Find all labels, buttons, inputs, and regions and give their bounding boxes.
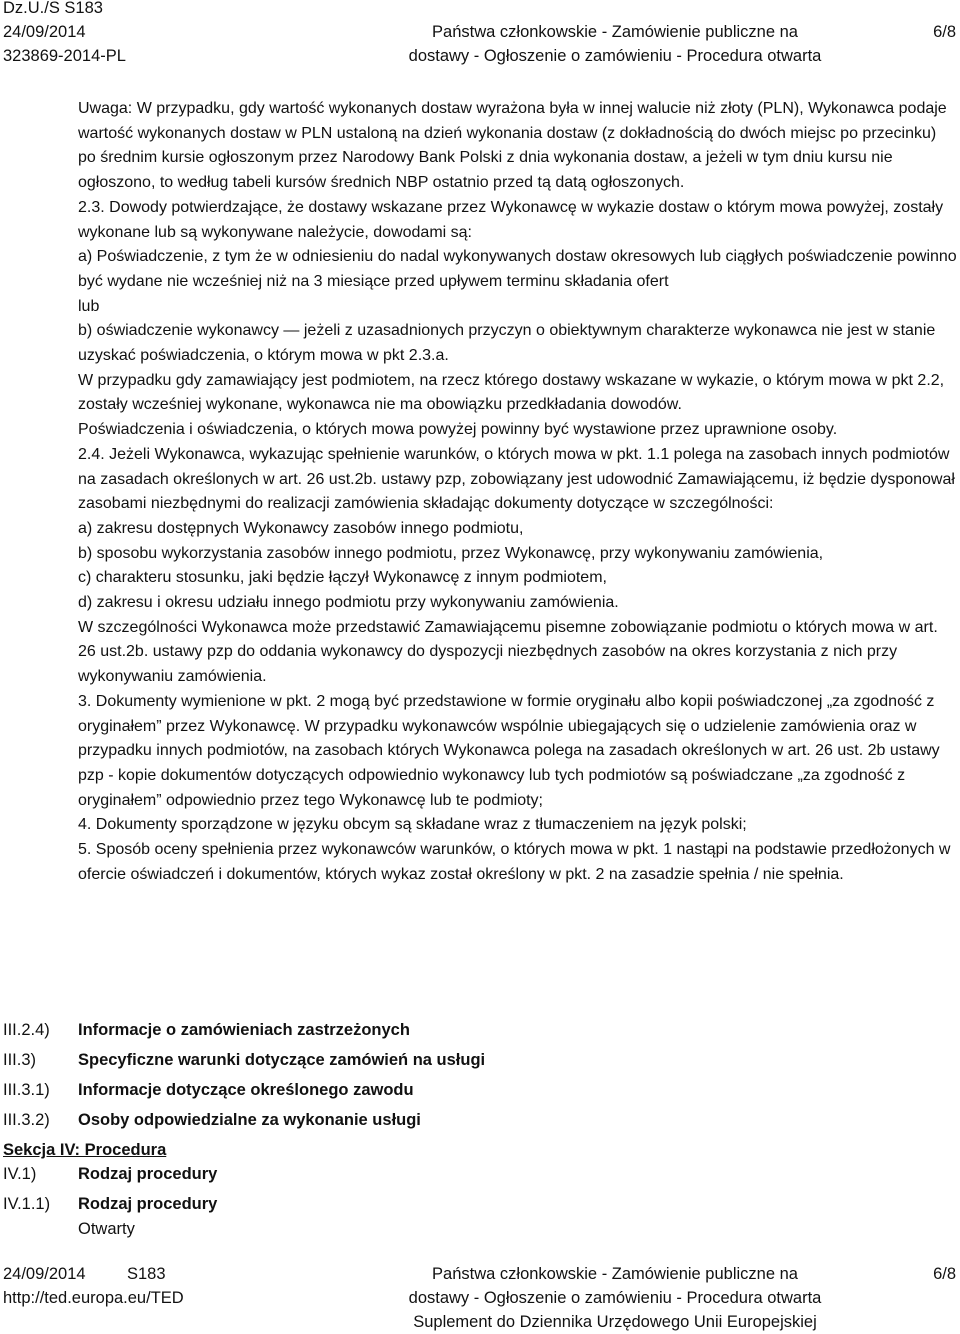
section-title: Rodzaj procedury <box>78 1195 218 1213</box>
paragraph: b) sposobu wykorzystania zasobów innego podmiotu, przez Wykonawcę, przy wykonywaniu zamówienia, <box>78 544 824 562</box>
paragraph: W przypadku gdy zamawiający jest podmiotem, na rzecz którego dostawy wskazane w wykazie, o którym mowa w pkt 2.2, zostały wcześniej wykonane, wykonawca nie ma obowiązku przedkładania dowodów. <box>78 371 945 414</box>
paragraph: d) zakresu i okresu udziału innego podmiotu przy wykonywaniu zamówienia. <box>78 594 619 612</box>
paragraph: Uwaga: W przypadku, gdy wartość wykonanych dostaw wyrażona była w innej walucie niż złoty (PLN), Wykonawca podaje wartość wykonanych dostaw w PLN ustaloną na dzień wykonania dostaw (z dokładnością do dwóch miejsc po przecinku) po średnim kursie ogłoszonym przez Narodowy Bank Polski z dnia wykonania dostaw, a jeżeli w tym dniu kursu nie ogłoszono, to według tabeli kursów średnich NBP ostatnio przed tą datą ogłoszonych. <box>78 100 947 192</box>
paragraph: 4. Dokumenty sporządzone w języku obcym są składane wraz z tłumaczeniem na język polski; <box>78 816 747 834</box>
procedure-type-value: Otwarty <box>78 1220 135 1238</box>
section-number: III.2.4) <box>3 1021 50 1039</box>
paragraph: b) oświadczenie wykonawcy — jeżeli z uzasadnionych przyczyn o obiektywnym charakterze wykonawca nie jest w stanie uzyskać poświadczenia, o którym mowa w pkt 2.3.a. <box>78 322 936 365</box>
footer-title-line1: Państwa członkowskie - Zamówienie publiczne na <box>432 1265 798 1283</box>
section-title: Informacje o zamówieniach zastrzeżonych <box>78 1021 410 1039</box>
paragraph: Poświadczenia i oświadczenia, o których mowa powyżej powinny być wystawione przez uprawnione osoby. <box>78 421 838 439</box>
footer-title-line2: dostawy - Ogłoszenie o zamówieniu - Procedura otwarta <box>408 1289 822 1307</box>
paragraph: a) Poświadczenie, z tym że w odniesieniu do nadal wykonywanych dostaw okresowych lub ciągłych poświadczenie powinno być wydane nie wcześniej niż na 3 miesiące przed upływem terminu składania ofert <box>78 248 957 290</box>
header-date: 24/09/2014 <box>3 23 86 41</box>
footer-url[interactable]: http://ted.europa.eu/TED <box>3 1289 184 1307</box>
section-title: Informacje dotyczące określonego zawodu <box>78 1081 414 1099</box>
header-page-number: 6/8 <box>933 23 956 41</box>
page-footer <box>0 1262 960 1334</box>
section-number: IV.1) <box>3 1165 37 1183</box>
footer-series: S183 <box>127 1265 166 1283</box>
section-iv-heading: Sekcja IV: Procedura <box>3 1141 167 1159</box>
paragraph: lub <box>78 297 100 315</box>
page-header <box>0 0 960 70</box>
paragraph: 2.3. Dowody potwierdzające, że dostawy wskazane przez Wykonawcę w wykazie dostaw o którym mowa powyżej, zostały wykonane lub są wykonywane należycie, dowodami są: <box>78 198 944 241</box>
section-number: III.3.2) <box>3 1111 50 1129</box>
section-title: Osoby odpowiedzialne za wykonanie usługi <box>78 1111 421 1129</box>
section-number: IV.1.1) <box>3 1195 51 1213</box>
paragraph: 5. Sposób oceny spełnienia przez wykonawców warunków, o których mowa w pkt. 1 nastąpi na podstawie przedłożonych w ofercie oświadczeń i dokumentów, których wykaz został określony w pkt. 2 na zasadzie spełnia / nie spełnia. <box>78 841 951 883</box>
section-title: Rodzaj procedury <box>78 1165 218 1183</box>
notice-id: 323869-2014-PL <box>3 47 126 65</box>
section-body <box>78 97 958 888</box>
footer-supplement: Suplement do Dziennika Urzędowego Unii Europejskiej <box>413 1313 817 1331</box>
footer-page-number: 6/8 <box>933 1265 956 1283</box>
section-title: Specyficzne warunki dotyczące zamówień na usługi <box>78 1051 486 1069</box>
doc-reference: Dz.U./S S183 <box>3 0 103 17</box>
header-title-line2: dostawy - Ogłoszenie o zamówieniu - Procedura otwarta <box>408 47 822 65</box>
header-title-line1: Państwa członkowskie - Zamówienie publiczne na <box>432 23 798 41</box>
paragraph: 2.4. Jeżeli Wykonawca, wykazując spełnienie warunków, o których mowa w pkt. 1.1 polega na zasobach innych podmiotów na zasadach określonych w art. 26 ust.2b. ustawy pzp, zobowiązany jest udowodnić Zamawiającemu, iż będzie dysponował zasobami niezbędnymi do realizacji zamówienia składając dokumenty dotyczące w szczególności: <box>78 445 955 513</box>
paragraph: a) zakresu dostępnych Wykonawcy zasobów innego podmiotu, <box>78 519 524 537</box>
paragraph: 3. Dokumenty wymienione w pkt. 2 mogą być przedstawione w formie oryginału albo kopii poświadczonej „za zgodność z oryginałem” przez Wykonawcę. W przypadku wykonawców wspólnie ubiegających się o udzielenie zamówienia oraz w przypadku innych podmiotów, na zasobach których Wykonawca polega na zasadach określonych w art. 26 ust. 2b ustawy pzp - kopie dokumentów dotyczących odpowiednio wykonawcy lub tych podmiotów są poświadczane „za zgodność z oryginałem” odpowiednio przez tego Wykonawcę lub te podmioty; <box>78 692 940 809</box>
section-number: III.3) <box>3 1051 37 1069</box>
footer-date: 24/09/2014 <box>3 1265 86 1283</box>
paragraph: c) charakteru stosunku, jaki będzie łączył Wykonawcę z innym podmiotem, <box>78 569 607 587</box>
paragraph: W szczególności Wykonawca może przedstawić Zamawiającemu pisemne zobowiązanie podmiotu o których mowa w art. 26 ust.2b. ustawy pzp do oddania wykonawcy do dyspozycji niezbędnych zasobów na okres korzystania z nich przy wykonywaniu zamówienia. <box>78 618 938 686</box>
section-number: III.3.1) <box>3 1081 50 1099</box>
